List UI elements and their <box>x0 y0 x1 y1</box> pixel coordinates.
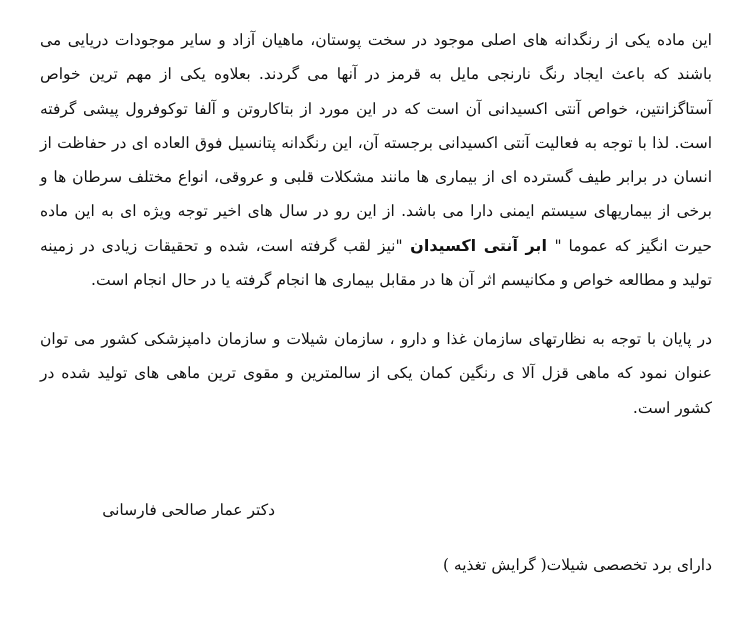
paragraph-conclusion: در پایان با توجه به نظارتهای سازمان غذا و دارو ، سازمان شیلات و سازمان دامپزشکی کشور می توان عنوان نمود که ماهی قزل آلا ی رنگین کمان یکی از سالمترین و مقوی ترین ماهی های تولید شده در کشور است. <box>40 330 712 417</box>
paragraph-astaxanthin-benefits <box>40 23 712 297</box>
super-antioxidant-term: ابر آنتی اکسیدان <box>402 235 555 255</box>
author-degree: دارای برد تخصصی شیلات( گرایش تغذیه ) <box>442 556 712 574</box>
author-name: دکتر عمار صالحی فارسانی <box>102 501 275 519</box>
paragraph-1-text-end: "نیز لقب گرفته است، شده و تحقیقات زیادی در زمینه تولید و مطالعه خواص و مکانیسم اثر آن ها در مقابل بیماری ها انجام گرفته یا در حال انجام است. <box>40 236 712 290</box>
paragraph-1-text-start: این ماده یکی از رنگدانه های اصلی موجود در سخت پوستان، ماهیان آزاد و سایر موجودات دریایی می باشند که باعث ایجاد رنگ نارنجی مایل به قرمز در آنها می گردند. بعلاوه یکی از مهم ترین خواص آستاگزانتین، خواص آنتی اکسیدانی آن است که در این مورد از بتاکاروتن و آلفا توکوفرول پیشی گرفته است. لذا با توجه به فعالیت آنتی اکسیدانی برجسته آن، این رنگدانه پتانسیل فوق العاده ای در حفاظت از انسان در برابر طیف گسترده ای از بیماری ها مانند مشکلات قلبی و عروقی، انواع مختلف سرطان ها و برخی از بیماریهای سیستم ایمنی دارا می باشد. از این رو در سال های اخیر توجه ویژه ای به این ماده حیرت انگیز که عموما " <box>40 31 712 255</box>
